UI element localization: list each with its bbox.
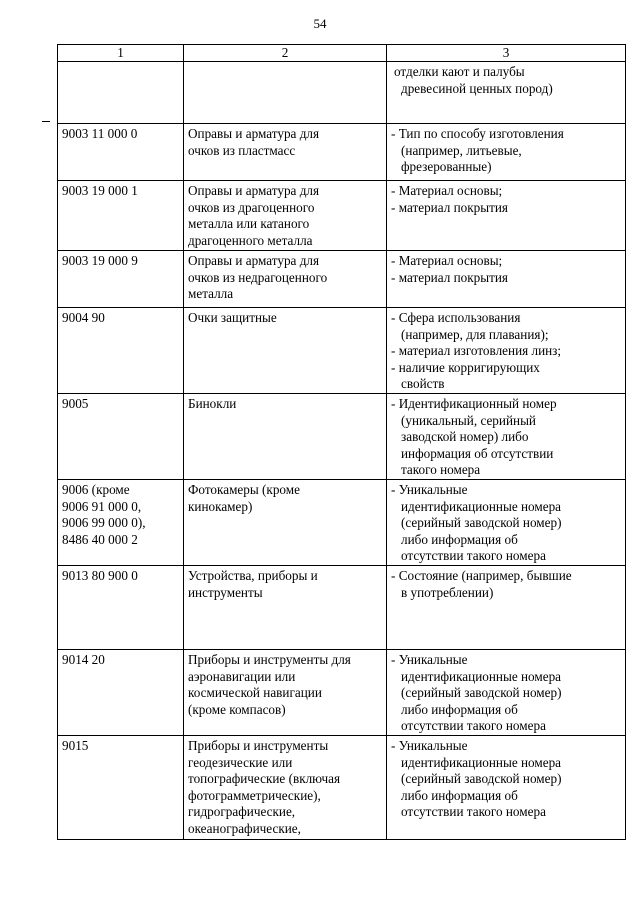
attribute-line: заводской номер) либо: [401, 429, 529, 445]
code-line: 9014 20: [62, 651, 105, 667]
attribute-item: [391, 126, 621, 176]
name-line: Устройства, приборы и: [188, 567, 318, 583]
attributes-cell: [387, 479, 626, 565]
table-row: [58, 393, 626, 479]
attribute-line: отделки кают и палубы: [394, 64, 525, 79]
name-line: Оправы и арматура для: [188, 183, 320, 198]
attribute-item: [391, 343, 621, 360]
attribute-line: (уникальный, серийный: [401, 412, 536, 428]
name-cell: [184, 251, 387, 308]
table-row: [58, 181, 626, 251]
table-row: [58, 62, 626, 124]
table-row: [58, 479, 626, 565]
attribute-item: [391, 396, 621, 479]
attribute-item: [391, 310, 621, 343]
code-cell: [58, 649, 184, 735]
name-line: (кроме компасов): [188, 701, 286, 717]
code-line: 8486 40 000 2: [62, 531, 138, 547]
attribute-line: идентификационные номера: [401, 754, 562, 770]
table-row: [58, 308, 626, 394]
column-header: 2: [184, 45, 387, 62]
classification-table: [57, 44, 626, 840]
attribute-line: - Материал основы;: [391, 183, 503, 198]
name-line: инструменты: [188, 584, 263, 600]
code-cell: [58, 393, 184, 479]
name-line: аэронавигации или: [188, 668, 296, 684]
attribute-line: древесиной ценных пород): [401, 80, 553, 96]
attribute-item: [391, 200, 621, 217]
column-header: 3: [387, 45, 626, 62]
attribute-item: [391, 568, 621, 601]
code-line: 9003 19 000 9: [62, 253, 138, 268]
attributes-cell: [387, 308, 626, 394]
attribute-line: (например, для плавания);: [401, 326, 549, 342]
code-line: 9006 91 000 0,: [62, 498, 142, 514]
attributes-cell: [387, 565, 626, 649]
attribute-item: [391, 270, 621, 287]
name-cell: [184, 181, 387, 251]
table-row: [58, 124, 626, 181]
name-line: кинокамер): [188, 498, 253, 514]
attributes-cell: [387, 649, 626, 735]
name-cell: [184, 649, 387, 735]
attribute-line: либо информация об: [401, 531, 518, 547]
attributes-cell: [387, 124, 626, 181]
attributes-cell: [387, 62, 626, 124]
name-line: Бинокли: [188, 395, 237, 411]
attribute-line: - Материал основы;: [391, 253, 503, 268]
table-row: [58, 251, 626, 308]
code-line: 9006 99 000 0),: [62, 515, 146, 531]
name-line: Фотокамеры (кроме: [188, 481, 300, 497]
code-cell: [58, 251, 184, 308]
page-number: 54: [313, 16, 327, 31]
name-line: космической навигации: [188, 685, 322, 701]
attributes-cell: [387, 181, 626, 251]
attribute-line: - Уникальные: [391, 737, 468, 753]
name-cell: [184, 308, 387, 394]
name-line: топографические (включая: [188, 771, 341, 787]
name-line: Приборы и инструменты: [188, 737, 329, 753]
attribute-line: - материал изготовления линз;: [391, 343, 562, 359]
code-cell: [58, 308, 184, 394]
attribute-line: идентификационные номера: [401, 668, 562, 684]
code-cell: [58, 479, 184, 565]
attribute-line: свойств: [401, 376, 445, 392]
attribute-line: в употреблении): [401, 584, 494, 600]
attribute-item: [391, 183, 621, 200]
table-row: [58, 735, 626, 839]
attributes-cell: [387, 251, 626, 308]
code-cell: [58, 62, 184, 124]
attribute-line: такого номера: [401, 462, 481, 478]
table-row: [58, 565, 626, 649]
attribute-line: - Сфера использования: [391, 310, 521, 325]
margin-mark: [42, 121, 50, 122]
name-line: фотограмметрические),: [188, 787, 321, 803]
attribute-line: - материал покрытия: [391, 199, 508, 215]
attribute-line: (серийный заводской номер): [401, 771, 562, 787]
name-line: очков из драгоценного: [188, 199, 315, 215]
name-cell: [184, 393, 387, 479]
attribute-line: - Состояние (например, бывшие: [391, 567, 572, 583]
attribute-line: либо информация об: [401, 701, 518, 717]
attribute-line: идентификационные номера: [401, 498, 562, 514]
name-line: Оправы и арматура для: [188, 126, 320, 141]
code-line: 9013 80 900 0: [62, 567, 138, 583]
attribute-line: (серийный заводской номер): [401, 515, 562, 531]
name-line: Очки защитные: [188, 310, 277, 325]
attribute-line: фрезерованные): [401, 159, 492, 175]
attributes-cell: [387, 393, 626, 479]
name-line: океанографические,: [188, 820, 301, 836]
attribute-item: [391, 64, 621, 97]
code-cell: [58, 181, 184, 251]
table-row: [58, 649, 626, 735]
attribute-item: [391, 738, 621, 821]
code-cell: [58, 565, 184, 649]
code-line: 9005: [62, 395, 89, 411]
attribute-line: отсутствии такого номера: [401, 548, 546, 564]
attribute-line: - Идентификационный номер: [391, 395, 557, 411]
attribute-item: [391, 360, 621, 393]
name-line: гидрографические,: [188, 804, 296, 820]
attribute-item: [391, 253, 621, 270]
name-line: металла или катаного: [188, 216, 310, 232]
code-line: 9004 90: [62, 310, 105, 325]
name-cell: [184, 124, 387, 181]
code-cell: [58, 124, 184, 181]
code-line: 9006 (кроме: [62, 481, 130, 497]
column-header: 1: [58, 45, 184, 62]
attribute-item: [391, 652, 621, 735]
attribute-line: отсутствии такого номера: [401, 718, 546, 734]
name-line: Приборы и инструменты для: [188, 651, 351, 667]
code-line: 9015: [62, 737, 89, 753]
table-header-row: [58, 45, 626, 62]
attribute-line: (например, литьевые,: [401, 142, 522, 158]
name-line: драгоценного металла: [188, 232, 313, 248]
name-cell: [184, 565, 387, 649]
attribute-line: - материал покрытия: [391, 269, 508, 285]
name-line: очков из недрагоценного: [188, 269, 328, 285]
attribute-line: отсутствии такого номера: [401, 804, 546, 820]
attribute-item: [391, 482, 621, 565]
code-line: 9003 19 000 1: [62, 183, 138, 198]
attribute-line: либо информация об: [401, 787, 518, 803]
name-line: Оправы и арматура для: [188, 253, 320, 268]
name-line: геодезические или: [188, 754, 293, 770]
attribute-line: - Уникальные: [391, 481, 468, 497]
name-line: очков из пластмасс: [188, 142, 296, 158]
attribute-line: - Уникальные: [391, 651, 468, 667]
name-line: металла: [188, 286, 234, 302]
attribute-line: - наличие корригирующих: [391, 359, 540, 375]
attribute-line: (серийный заводской номер): [401, 685, 562, 701]
name-cell: [184, 62, 387, 124]
name-cell: [184, 735, 387, 839]
name-cell: [184, 479, 387, 565]
code-cell: [58, 735, 184, 839]
attributes-cell: [387, 735, 626, 839]
attribute-line: информация об отсутствии: [401, 445, 554, 461]
attribute-line: - Тип по способу изготовления: [391, 126, 564, 141]
code-line: 9003 11 000 0: [62, 126, 138, 141]
